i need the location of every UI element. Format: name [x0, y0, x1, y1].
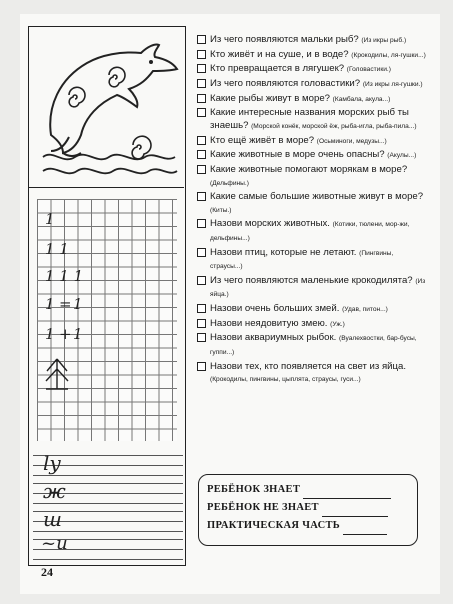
- question-item: [197, 34, 427, 48]
- checkbox[interactable]: [197, 150, 206, 159]
- question-item: [197, 191, 427, 217]
- question-hint: (Пингвины, страусы...): [210, 249, 394, 271]
- question-hint: (Осьминоги, медузы...): [316, 137, 387, 145]
- checkbox[interactable]: [197, 64, 206, 73]
- question-text: Какие интересные названия морских рыб ты знаешь?: [210, 107, 409, 131]
- page-number: 24: [41, 565, 53, 579]
- question-hint: (Из яйца.): [210, 277, 426, 299]
- answer-line[interactable]: [322, 506, 388, 517]
- checkbox[interactable]: [197, 219, 206, 228]
- question-text: Назови морских животных.: [210, 218, 330, 230]
- question-item: [197, 247, 427, 274]
- question-hint: (Удав, питон...): [342, 305, 388, 313]
- question-hint: (Котики, тюлени, мор-жи, дельфины...): [210, 221, 410, 242]
- result-box: [198, 474, 418, 546]
- question-item: [197, 318, 427, 332]
- checkbox[interactable]: [197, 362, 206, 371]
- knows-row: [207, 481, 409, 499]
- knows-label: РЕБЁНОК ЗНАЕТ: [207, 484, 301, 495]
- question-item: [197, 49, 427, 63]
- question-hint: (Из икры рыб.): [361, 37, 407, 44]
- checkbox[interactable]: [197, 165, 206, 174]
- checkbox[interactable]: [197, 35, 206, 44]
- question-item: [197, 275, 427, 302]
- question-text: Назови очень больших змей.: [210, 302, 340, 314]
- checkbox[interactable]: [197, 304, 206, 313]
- checkbox[interactable]: [197, 94, 206, 103]
- checkbox[interactable]: [197, 79, 206, 88]
- question-item: [197, 93, 427, 107]
- question-text: Из чего появляются мальки рыб?: [210, 34, 359, 45]
- plus-sign: +: [59, 325, 72, 343]
- question-text: Кто ещё живёт в море?: [210, 134, 315, 146]
- answer-line[interactable]: [343, 524, 387, 535]
- question-item: [197, 303, 427, 317]
- dolphin-icon: [29, 27, 184, 185]
- handwritten-digit: 1 1: [45, 240, 69, 258]
- question-text: Назови тех, кто появляется на свет из яйца.: [210, 360, 407, 372]
- question-hint: (Из икры ля-гушки.): [362, 81, 423, 89]
- practical-row: [207, 517, 409, 535]
- not-knows-label: РЕБЁНОК НЕ ЗНАЕТ: [207, 502, 319, 513]
- cursive-letter: ж: [43, 479, 66, 503]
- checkbox[interactable]: [197, 319, 206, 328]
- checkbox[interactable]: [197, 108, 206, 117]
- handwritten-digit: 1: [73, 325, 83, 343]
- question-item: [197, 107, 427, 133]
- column-divider: [185, 26, 186, 566]
- math-grid: [37, 199, 177, 441]
- checkbox[interactable]: [197, 136, 206, 145]
- question-hint: (Крокодилы, пингвины, цыплята, страусы, гуси...): [210, 376, 361, 383]
- handwritten-digit: 1 1 1: [45, 267, 84, 285]
- question-hint: (Вуалехвостки, бар-бусы, гуппи...): [210, 335, 417, 356]
- question-text: Кто живёт и на суше, и в воде?: [210, 48, 349, 60]
- question-item: [197, 149, 427, 163]
- question-item: [197, 78, 427, 92]
- cursive-letter: ш: [43, 507, 62, 531]
- question-hint: (Головастики.): [346, 66, 391, 74]
- question-item: [197, 135, 427, 149]
- question-text: Из чего появляются маленькие крокодилята?: [210, 274, 413, 286]
- question-hint: (Крокодилы, ля-гушки...): [351, 51, 426, 59]
- question-text: Назови аквариумных рыбок.: [210, 332, 337, 344]
- question-list: [197, 34, 427, 388]
- answer-line[interactable]: [303, 488, 391, 499]
- not-knows-row: [207, 499, 409, 517]
- question-hint: (Морской конёк, морской ёж, рыба-игла, рыба-пила...): [251, 122, 417, 130]
- question-text: Назови птиц, которые не летают.: [210, 246, 357, 258]
- question-item: [197, 218, 427, 245]
- fir-tree-icon: [43, 357, 71, 391]
- question-text: Из чего появляются головастики?: [210, 78, 361, 90]
- question-hint: (Камбала, акула...): [332, 95, 391, 103]
- question-text: Какие самые большие животные живут в море?: [210, 191, 424, 203]
- checkbox[interactable]: [197, 192, 206, 201]
- left-panel: [28, 26, 186, 566]
- checkbox[interactable]: [197, 248, 206, 257]
- question-hint: (Уж.): [330, 320, 345, 328]
- question-text: Какие животные помогают морякам в море?: [210, 164, 408, 175]
- checkbox[interactable]: [197, 333, 206, 342]
- handwritten-digit: 1: [45, 210, 55, 228]
- question-text: Кто превращается в лягушек?: [210, 63, 345, 75]
- question-item: [197, 164, 427, 190]
- question-hint: (Киты.): [210, 206, 232, 214]
- question-text: Какие животные в море очень опасны?: [210, 149, 385, 161]
- dolphin-picture: [29, 27, 184, 188]
- handwritten-digit: 1: [45, 325, 55, 343]
- checkbox[interactable]: [197, 276, 206, 285]
- cursive-letter: ~и: [41, 533, 68, 554]
- equals-sign: =: [59, 295, 72, 313]
- question-item: [197, 63, 427, 77]
- handwritten-digit: 1: [45, 295, 55, 313]
- question-hint: (Дельфины.): [210, 179, 249, 187]
- question-item: [197, 361, 427, 387]
- checkbox[interactable]: [197, 50, 206, 59]
- question-item: [197, 332, 427, 359]
- cursive-letter: ly: [43, 451, 61, 475]
- handwritten-digit: 1: [73, 295, 83, 313]
- question-hint: (Акулы...): [387, 152, 417, 160]
- question-text: Назови неядовитую змею.: [210, 317, 328, 329]
- question-text: Какие рыбы живут в море?: [210, 92, 330, 104]
- practical-label: ПРАКТИЧЕСКАЯ ЧАСТЬ: [207, 520, 340, 531]
